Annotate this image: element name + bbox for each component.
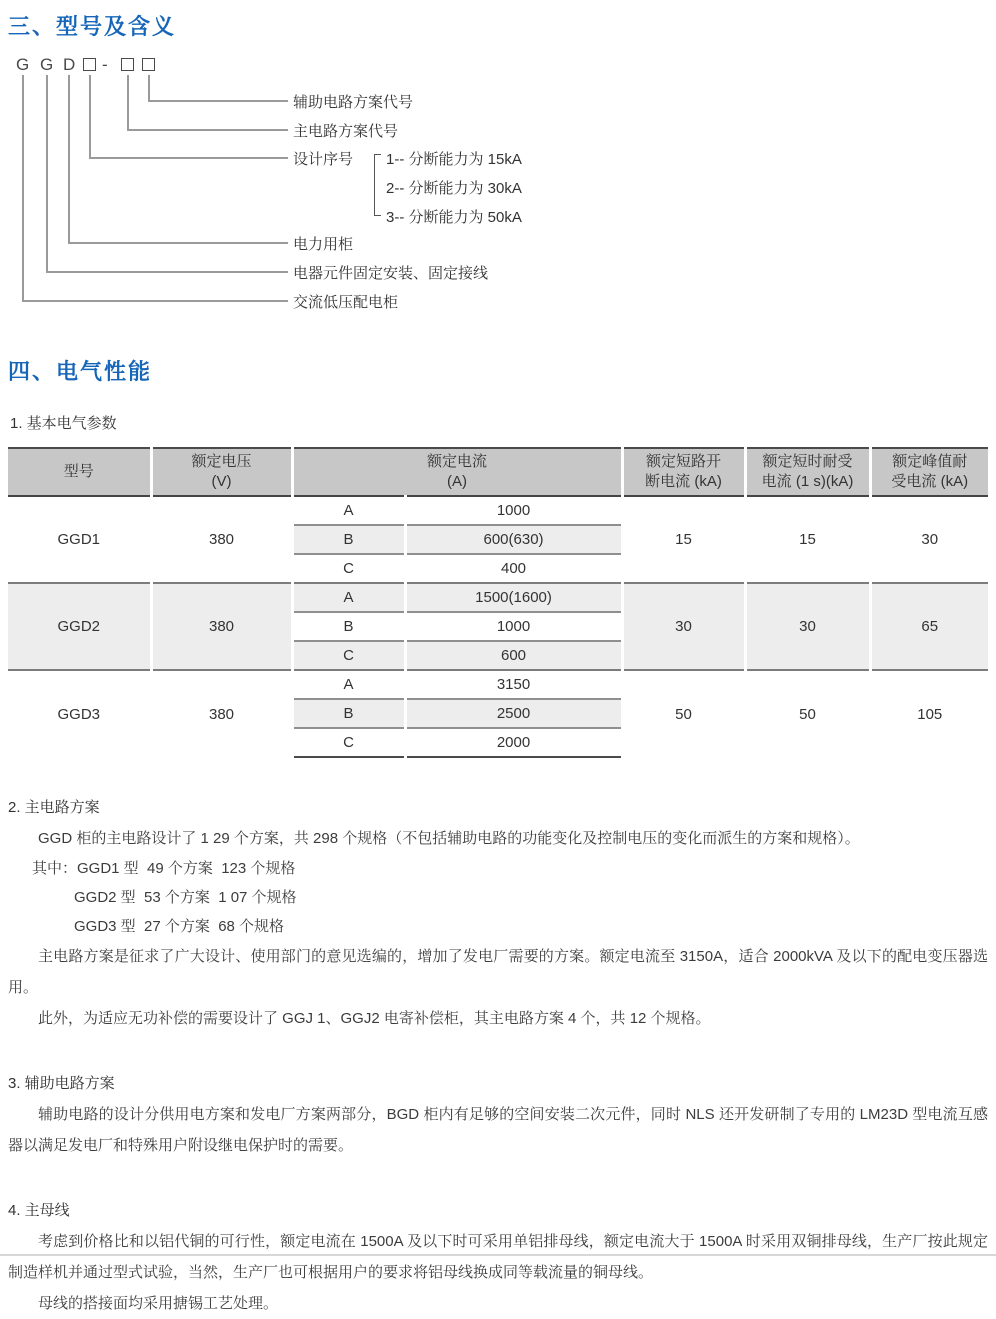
callout-line-design-v [89,75,91,157]
table-header-row [8,448,988,496]
callout-line-ac-v [22,75,24,300]
model-char-g1: G [16,55,30,74]
model-char-g2: G [40,55,54,74]
header-voltage [151,448,292,496]
design-option-1: 1-- 分断能力为 15kA [386,151,522,168]
cell-voltage-ggd3: 380 [151,670,292,757]
cell-letter: B [292,699,405,728]
cell-current: 600(630) [405,525,622,554]
callout-label-aux: 辅助电路方案代号 [293,94,414,111]
table-row [8,583,988,612]
cell-current: 3150 [405,670,622,699]
callout-line-main-h [127,129,288,131]
header-withstand [745,448,870,496]
header-model-text: 型号 [63,463,94,480]
main-circuit-p3: 此外，为适应无功补偿的需要设计了 GGJ 1、GGJ2 电寄补偿柜，其主电路方案 4 个，共 12 个规格。 [38,1010,711,1027]
section3-heading: 三、型号及含义 [8,14,177,39]
callout-label-main: 主电路方案代号 [293,123,399,140]
model-box-design-serial [83,58,96,71]
cell-breaking-ggd2: 30 [622,583,745,670]
callout-label-ac: 交流低压配电柜 [293,294,399,311]
main-circuit-section [8,796,988,1034]
cell-letter: A [292,583,405,612]
callout-label-fixed: 电器元件固定安装、固定接线 [293,265,489,282]
cell-withstand-ggd3: 50 [745,670,870,757]
aux-circuit-section [8,1072,988,1161]
header-current-line1: 额定电流 [427,453,488,470]
cell-voltage-ggd1: 380 [151,496,292,583]
cell-model-ggd1: GGD1 [8,496,151,583]
header-model [8,448,151,496]
cell-letter: A [292,496,405,525]
model-char-d: D [63,55,76,74]
cell-breaking-ggd1: 15 [622,496,745,583]
header-voltage-line1: 额定电压 [191,453,252,470]
callout-label-power: 电力用柜 [293,236,354,253]
cell-current: 1000 [405,612,622,641]
spec-line-ggd2: GGD2 型 53 个方案 1 07 个规格 [74,889,297,906]
page-bottom-divider [0,1254,996,1256]
main-circuit-p1: GGD 柜的主电路设计了 1 29 个方案，共 298 个规格（不包括辅助电路的功能变化及控制电压的变化而派生的方案和规格）。 [38,830,860,847]
aux-circuit-title: 3. 辅助电路方案 [8,1075,115,1092]
callout-line-main-v [127,75,129,129]
callout-line-aux-v [148,75,150,100]
header-peak-line1: 额定峰值耐 [892,453,968,470]
callout-line-ac-h [22,300,288,302]
header-breaking [622,448,745,496]
header-withstand-line2: 电流 (1 s)(kA) [761,473,854,490]
cell-current: 2000 [405,728,622,757]
callout-line-design-h [89,157,288,159]
callout-label-design: 设计序号 [293,151,354,168]
header-peak [870,448,988,496]
busbar-p1: 考虑到价格比和以铝代铜的可行性，额定电流在 1500A 及以下时可采用单铝排母线，额定电流大于 1500A 时采用双铜排母线，生产厂按此规定制造样机并通过型式试验，当然，生产厂也可根据用户的要求将铝母线换成同等载流量的铜母线。 [8,1233,988,1281]
cell-current: 1000 [405,496,622,525]
section4-heading: 四、电气性能 [8,359,153,384]
table-row [8,496,988,525]
header-peak-line2: 受电流 (kA) [891,473,969,490]
cell-peak-ggd1: 30 [870,496,988,583]
electrical-parameters-table [8,447,988,758]
cell-breaking-ggd3: 50 [622,670,745,757]
cell-current: 600 [405,641,622,670]
callout-line-fixed-h [46,271,288,273]
callout-line-aux-h [148,100,288,102]
table-row [8,670,988,699]
callout-line-fixed-v [46,75,48,271]
cell-current: 2500 [405,699,622,728]
basic-params-title: 1. 基本电气参数 [10,415,117,432]
cell-current: 1500(1600) [405,583,622,612]
busbar-section [8,1199,988,1319]
cell-letter: B [292,525,405,554]
header-current-line2: (A) [447,473,467,490]
model-dash: - [102,55,108,74]
header-voltage-line2: (V) [211,473,232,490]
header-breaking-line2: 断电流 (kA) [645,473,722,490]
header-current [292,448,622,496]
callout-line-power-v [68,75,70,242]
model-box-aux-circuit [142,58,155,71]
aux-circuit-p1: 辅助电路的设计分供用电方案和发电厂方案两部分，BGD 柜内有足够的空间安装二次元件，同时 NLS 还开发研制了专用的 LM23D 型电流互感器以满足发电厂和特殊用户附设继电保护时的需要。 [8,1106,988,1154]
model-box-main-circuit [121,58,134,71]
cell-voltage-ggd2: 380 [151,583,292,670]
cell-peak-ggd3: 105 [870,670,988,757]
cell-peak-ggd2: 65 [870,583,988,670]
cell-letter: B [292,612,405,641]
design-option-3: 3-- 分断能力为 50kA [386,209,522,226]
header-breaking-line1: 额定短路开 [646,453,722,470]
spec-line-ggd3: GGD3 型 27 个方案 68 个规格 [74,918,285,935]
header-withstand-line1: 额定短时耐受 [762,453,853,470]
callout-line-power-h [68,242,288,244]
cell-model-ggd3: GGD3 [8,670,151,757]
busbar-p2: 母线的搭接面均采用搪锡工艺处理。 [38,1295,279,1312]
design-option-2: 2-- 分断能力为 30kA [386,180,522,197]
design-options-bracket [374,154,381,216]
cell-letter: C [292,554,405,583]
cell-withstand-ggd2: 30 [745,583,870,670]
busbar-title: 4. 主母线 [8,1202,70,1219]
cell-letter: C [292,641,405,670]
cell-model-ggd2: GGD2 [8,583,151,670]
model-designation-diagram [8,55,988,355]
spec-line-ggd1: 其中：GGD1 型 49 个方案 123 个规格 [32,860,296,877]
cell-current: 400 [405,554,622,583]
main-circuit-p2: 主电路方案是征求了广大设计、使用部门的意见选编的，增加了发电厂需要的方案。额定电流至 3150A，适合 2000kVA 及以下的配电变压器选用。 [8,948,988,996]
cell-letter: A [292,670,405,699]
cell-withstand-ggd1: 15 [745,496,870,583]
main-circuit-title: 2. 主电路方案 [8,799,100,816]
cell-letter: C [292,728,405,757]
